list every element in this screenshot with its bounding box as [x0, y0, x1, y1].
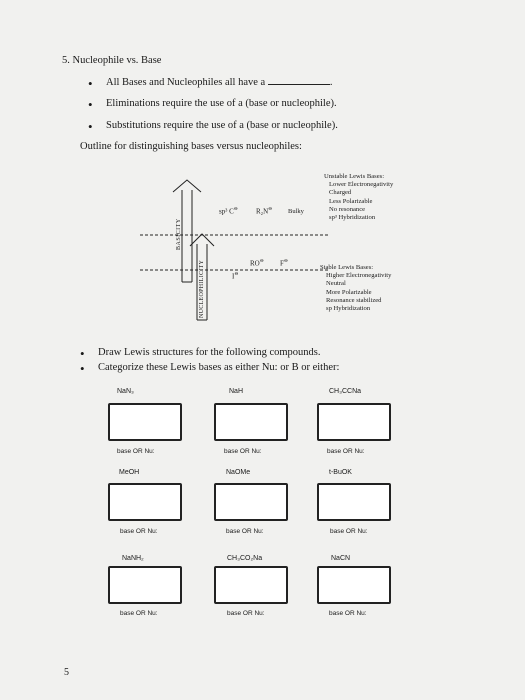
- stable-lewis-bases: Stable Lewis Bases: Higher Electronegativity Neutral More Polarizable Resonance stabilized sp Hybridization: [320, 264, 392, 313]
- compound-name: t-BuOK: [329, 469, 352, 476]
- alkoxide: RO⊖: [250, 259, 264, 268]
- answer-options: base OR Nu:: [327, 448, 365, 455]
- bullet-1: • All Bases and Nucleophiles all have a .: [106, 77, 332, 88]
- answer-options: base OR Nu:: [117, 448, 155, 455]
- basicity-label: BASICITY: [176, 218, 182, 250]
- answer-box[interactable]: [317, 566, 391, 604]
- answer-box[interactable]: [214, 403, 288, 441]
- bulky-label: Bulky: [288, 208, 304, 215]
- answer-options: base OR Nu:: [120, 528, 158, 535]
- fluoride: F⊖: [280, 259, 289, 268]
- answer-box[interactable]: [108, 566, 182, 604]
- bullet-3: • Substitutions require the use of a (base or nucleophile).: [106, 120, 338, 131]
- page-number: 5: [64, 667, 69, 678]
- answer-options: base OR Nu:: [330, 528, 368, 535]
- answer-box[interactable]: [108, 403, 182, 441]
- amide-anion: R₂N⊖: [256, 207, 273, 216]
- task-draw: • Draw Lewis structures for the following compounds.: [98, 347, 321, 358]
- nucleophilicity-label: NUCLEOPHILICITY: [199, 259, 205, 318]
- compound-name: NaN₃: [117, 388, 134, 395]
- answer-box[interactable]: [317, 483, 391, 521]
- section-heading: 5. Nucleophile vs. Base: [62, 55, 162, 66]
- outline-text: Outline for distinguishing bases versus nucleophiles:: [80, 141, 302, 152]
- compound-name: MeOH: [119, 469, 140, 476]
- compound-name: NaNH₂: [122, 555, 144, 562]
- answer-box[interactable]: [317, 403, 391, 441]
- answer-options: base OR Nu:: [227, 610, 265, 617]
- unstable-lewis-bases: Unstable Lewis Bases: Lower Electronegativity Charged Less Polarizable No resonance sp³ Hybridization: [324, 173, 394, 222]
- answer-box[interactable]: [108, 483, 182, 521]
- answer-options: base OR Nu:: [224, 448, 262, 455]
- answer-options: base OR Nu:: [226, 528, 264, 535]
- reactivity-diagram: [140, 178, 340, 328]
- compound-name: CH₃CCNa: [329, 388, 362, 395]
- answer-options: base OR Nu:: [329, 610, 367, 617]
- bullet-2: • Eliminations require the use of a (base or nucleophile).: [106, 98, 337, 109]
- iodide: I⊖: [232, 272, 239, 281]
- compound-name: CH₃CO₂Na: [227, 555, 263, 562]
- task-categorize: • Categorize these Lewis bases as either Nu: or B or either:: [98, 362, 339, 373]
- answer-box[interactable]: [214, 483, 288, 521]
- blank-line: [268, 84, 330, 85]
- compound-name: NaOMe: [226, 469, 251, 476]
- answer-box[interactable]: [214, 566, 288, 604]
- sp3-carbanion: sp³ C⊖: [219, 207, 238, 216]
- compound-name: NaH: [229, 388, 244, 395]
- answer-options: base OR Nu:: [120, 610, 158, 617]
- compound-name: NaCN: [331, 555, 351, 562]
